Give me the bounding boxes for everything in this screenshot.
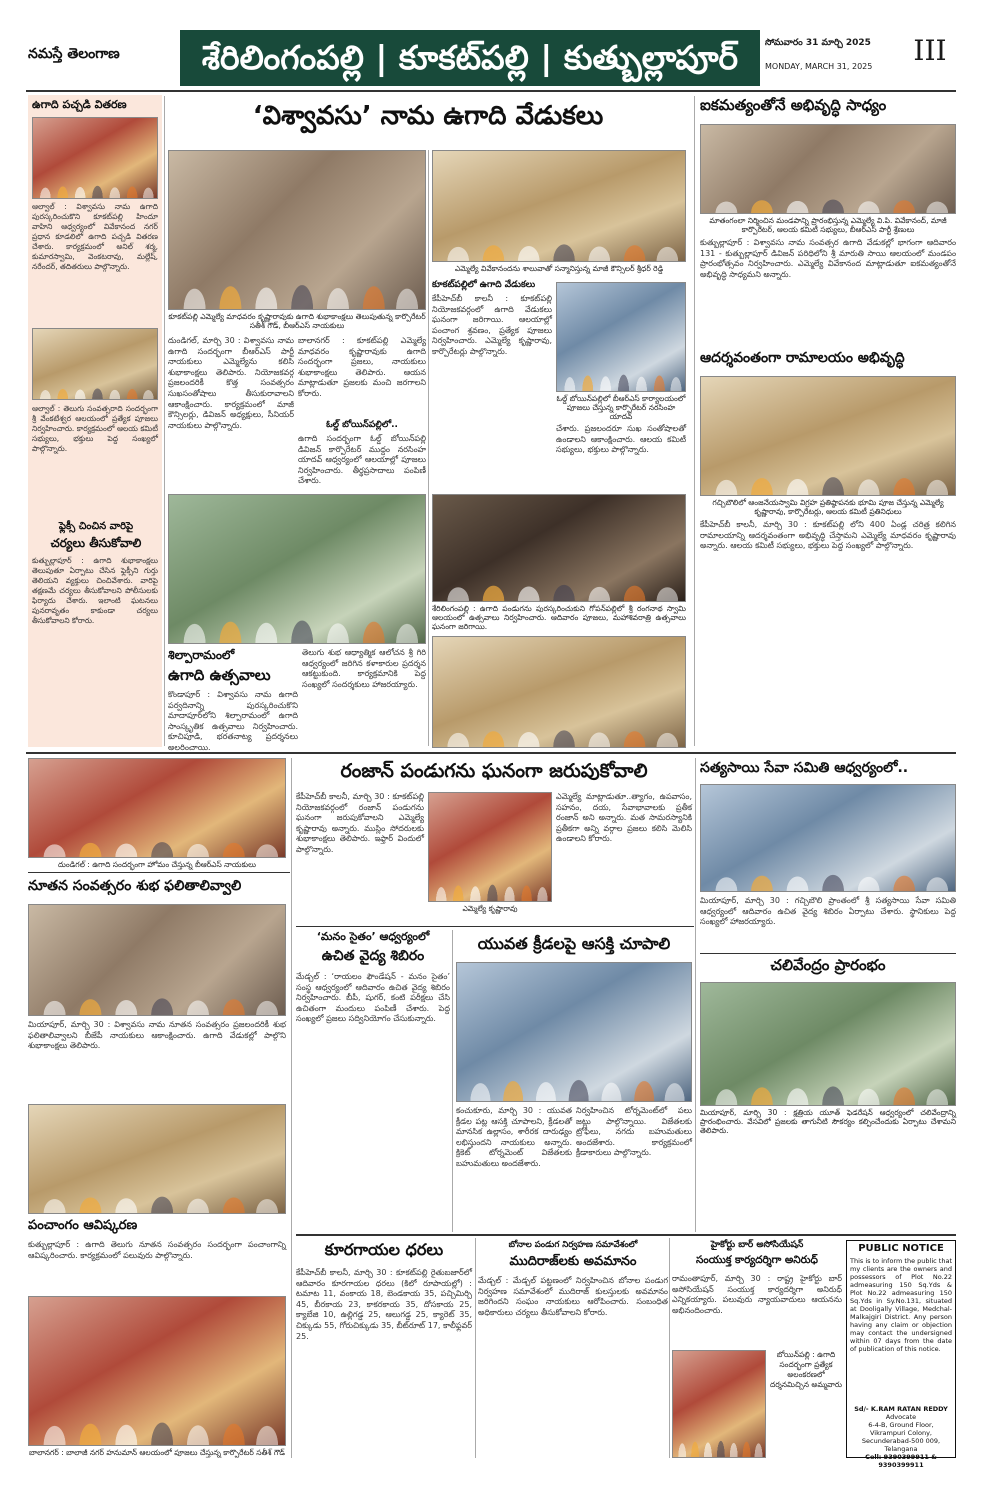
- caption-mla-wishes: కూకట్‌పల్లి ఎమ్మెల్యే మాధవరం కృష్ణారావుకు ఉగాది శుభాకాంక్షలు తెలుపుతున్న కార్పొరేటర్ సతీశ్ గౌడ్, బీఆర్ఎస్ నాయకులు: [168, 312, 426, 330]
- page-masthead-title: శేరిలింగంపల్లి | కూకట్‌పల్లి | కుత్బుల్లాపూర్: [180, 30, 760, 86]
- headline-court-b: సంయుక్త కార్యదర్శిగా అనిరుధ్: [696, 1254, 818, 1266]
- caption-homam: దుండిగల్ : ఉగాది సందర్భంగా హోమం చేస్తున్న బీఆర్ఎస్ నాయకులు: [57, 860, 257, 869]
- story-body-1: దుండిగల్, మార్చి 30 : విశ్వావసు నామ ఉగాది సందర్భంగా బీఆర్ఎస్ పార్టీ నాయకులు ఎమ్మెల్యేను కలిసి శుభాకాంక్షలు తెలిపారు. నియోజకవర్గ ప్రజలందరికీ కొత్త సంవత్సరం సుఖసంతోషాలు తీసుకురావాలని ఆకాంక్షించారు. కార్యక్రమంలో మాజీ కౌన్సిలర్లు, డివిజన్ అధ్యక్షులు, సీనియర్ నాయకులు పాల్గొన్నారు.: [168, 336, 294, 430]
- col-rule-1: [164, 96, 165, 746]
- photo-balanagar: [28, 1296, 286, 1446]
- col-rule-7: [475, 1238, 476, 1458]
- caption-mla: ఎమ్మెల్యే కృష్ణారావు: [462, 904, 518, 913]
- headline-sports: యువత క్రీడలపై ఆసక్తి చూపాలి: [477, 934, 671, 953]
- sidebar-head-pachadi: ఉగాది పచ్చడి వితరణ: [32, 98, 127, 111]
- headline-vegetables: కూరగాయల ధరలు: [324, 1240, 444, 1259]
- rule-left-mid: [28, 872, 290, 873]
- photo-brs-office-pooja: [556, 282, 686, 392]
- caption-brs-office: ఓల్డ్ బోయిన్‌పల్లిలో బీఆర్ఎస్ కార్యాలయంలో పూజలు చేస్తున్న కార్పొరేటర్ నరసింహ యాదవ్: [556, 394, 686, 421]
- story-body-court: రామంతాపూర్, మార్చి 30 : రాష్ట్ర హైకోర్టు బార్ అసోసియేషన్ సంయుక్త కార్యదర్శిగా అనిరుధ్ ఎన్నికయ్యారు. పలువురు న్యాయవాదులు ఆయనను అభినందించారు.: [672, 1274, 842, 1315]
- sidebar-text-pachadi: ఆల్వాల్‌ : విశ్వావసు నామ ఉగాది పురస్కరించుకొని కూకట్‌పల్లి హిందూ వాహిని ఆధ్వర్యంలో వివేకానంద నగర్ ప్రధాన కూడలిలో ఉగాది పచ్చడి వితరణ చేశారు. కార్యక్రమంలో అనిల్ శర్మ, కుమారస్వామి, వెంకటరావు, మల్లేష్, నరేందర్, తదితరులు పాల్గొన్నారు.: [32, 202, 158, 271]
- sidebar-head-flexi-b: చర్యలు తీసుకోవాలి: [50, 536, 142, 550]
- photo-group-temple: [432, 636, 686, 748]
- story-body-2: బాలానగర్ : కూకట్‌పల్లి ఎమ్మెల్యే మాధవరం కృష్ణారావుకు ఉగాది సందర్భంగా ప్రజలు, నాయకులు శుభాకాంక్షలు తెలిపారు. ఆయన మాట్లాడుతూ ప్రజలకు మంచి జరగాలని కోరారు.: [298, 336, 426, 398]
- headline-new-year: నూతన సంవత్సరం శుభ ఫలితాలివ్వాలి: [28, 878, 242, 894]
- photo-chalivendram: [700, 982, 956, 1106]
- caption-ammavaru: బోయిన్‌పల్లి : ఉగాది సందర్భంగా ప్రత్యేక అలంకరణలో దర్శనమిచ్చిన అమ్మవారు: [770, 1350, 842, 1389]
- headline-ugadi: ‘విశ్వావసు’ నామ ఉగాది వేడుకలు: [252, 101, 604, 131]
- notice-body: This is to inform the public that my clients are the owners and possessors of Plot No.22 admeasuring 150 Sq.Yds & Plot No.22 admeasuring 150 Sq.Yds in Sy.No.131, situated at Dooligally Village, Medchal-Malkajgiri District. Any person having any claim or objection may contact the undersigned within 07 days from the date of publication of this notice.: [850, 1257, 952, 1353]
- story-body-vegetables: కేపీహెచ్‌బీ కాలనీ, మార్చి 30 : కూకట్‌పల్లి రైతుబజార్‌లో ఆదివారం కూరగాయల ధరలు (కిలో రూపాయల్లో) : టమాట 11, వంకాయ 18, బెండకాయ 35, పచ్చిమిర్చి 45, బీరకాయ 23, కాకరకాయ 35, దోసకాయ 25, క్యాబేజి 10, ఉల్లిగడ్డ 25, ఆలుగడ్డ 25, క్యారెట్ 35, చిక్కుడు 55, గోరుచిక్కుడు 35, బీట్‌రూట్ 17, కాలీఫ్లవర్ 25.: [296, 1268, 472, 1341]
- rule-center-mid: [296, 926, 694, 927]
- story-body-dance: కొండాపూర్ : విశ్వావసు నామ ఉగాది పర్వదినాన్ని పురస్కరించుకొని మాదాపూర్‌లోని శిల్పారామంలో ఉగాది సాంస్కృతిక ఉత్సవాలు నిర్వహించారు. కూచిపూడి, భరతనాట్య ప్రదర్శనలు అలరించాయి.: [168, 690, 298, 752]
- photo-temple-crowd: [32, 328, 158, 400]
- date-telugu: సోమవారం 31 మార్చి 2025: [765, 38, 871, 48]
- sub-old-bowenpally: ఓల్డ్ బోయిన్‌పల్లిలో..: [326, 420, 398, 430]
- notice-signature: Sd/- K.RAM RATAN REDDY: [854, 1405, 948, 1413]
- col-rule-2: [428, 150, 429, 746]
- story-body-bonala: మేడ్చల్ : మేడ్చల్ పట్టణంలో నిర్వహించిన బోనాల పండుగ నిర్వహణ సమావేశంలో ముదిరాజ్ కులస్తులకు అవమానం జరిగిందని సంఘం నాయకులు ఆరోపించారు. సంబంధిత అధికారులు చర్యలు తీసుకోవాలని కోరారు.: [478, 1276, 668, 1317]
- caption-bhoomi-pooja: గచ్చిబౌలిలో ఆంజనేయస్వామి విగ్రహ ప్రతిష్ఠాపనకు భూమి పూజ చేస్తున్న ఎమ్మెల్యే కృష్ణారావు, కార్పొరేటర్లు, ఆలయ కమిటీ ప్రతినిధులు: [712, 498, 944, 516]
- caption-mandapam: మాతంగంలా నిర్మించిన మండపాన్ని ప్రారంభిస్తున్న ఎమ్మెల్యే వి.పి. వివేకానంద్, మాజీ కార్పొరేటర్, ఆలయ కమిటీ సభ్యులు, బీఆర్ఎస్ పార్టీ శ్రేణులు: [709, 216, 947, 234]
- story-body-ramzan-2: ఎమ్మెల్యే మాట్లాడుతూ..త్యాగం, ఉపవాసం, సహనం, దయ, సేవాభావాలకు ప్రతీక రంజాన్ అని అన్నారు. మత సామరస్యానికి ప్రతీకగా అన్ని వర్గాల ప్రజలు కలిసి మెలిసి ఉండాలని కోరారు.: [556, 792, 692, 844]
- story-body-unity: కుత్బుల్లాపూర్ : విశ్వావసు నామ సంవత్సర ఉగాది వేడుకల్లో భాగంగా ఆదివారం 131 - కుత్బుల్లాపూర్ డివిజన్ పరిధిలోని శ్రీ మారుతి సాయి ఆలయంలో మండపం ప్రారంభోత్సవం నిర్వహించారు. ఎమ్మెల్యే వివేకానంద మాట్లాడుతూ ఐకమత్యంతోనే అభివృద్ధి సాధ్యమని అన్నారు.: [700, 238, 956, 279]
- col-rule-8: [669, 1238, 670, 1458]
- headline-unity: ఐకమత్యంతోనే అభివృద్ధి సాధ్యం: [700, 96, 887, 114]
- head-shilparamam-b: ఉగాది ఉత్సవాలు: [168, 666, 271, 684]
- section-rule: [26, 752, 956, 754]
- notice-address: 6-4-B, Ground Floor, Vikrampuri Colony, Secunderabad-500 009, Telangana: [861, 1421, 941, 1453]
- photo-mla-wishes: [168, 150, 426, 310]
- story-body-ramalayam: కేపీహెచ్‌బీ కాలనీ, మార్చి 30 : కూకట్‌పల్లి లోని 400 ఏండ్ల చరిత్ర కలిగిన రామాలయాన్ని ఆదర్శవంతంగా అభివృద్ధి చేస్తామని ఎమ్మెల్యే మాధవరం కృష్ణారావు అన్నారు. ఆలయ కమిటీ సభ్యులు, భక్తులు పెద్ద సంఖ్యలో పాల్గొన్నారు.: [700, 520, 956, 551]
- caption-gopanpally: శేరిలింగంపల్లి : ఉగాది పండుగను పురస్కరించుకుని గోపన్‌పల్లిలో శ్రీ రంగనాథ స్వామి ఆలయంలో ఉత్సవాలు నిర్వహించారు. ఆదివారం పూజలు, మహాశివరాత్రి ఉత్సవాలు ఘనంగా జరిగాయి.: [432, 604, 686, 631]
- story-body-sports: కంచుకూరు, మార్చి 30 : యువత క్రీడల పట్ల ఆసక్తి చూపాలని, క్రీడలతో మానసిక ఉల్లాసం, శారీరక దారుఢ్యం లభిస్తుందని నాయకులు అన్నారు. క్రికెట్ టోర్నమెంట్ విజేతలకు బహుమతులు అందజేశారు.: [456, 1106, 572, 1168]
- photo-shilparamam-dance: [168, 494, 426, 644]
- story-body-sports-2: నిర్వహించిన టోర్నమెంట్‌లో పలు జట్లు పాల్గొన్నాయి. విజేతలకు ట్రోఫీలు, నగదు బహుమతులు అందజేశారు. కార్యక్రమంలో క్రీడాకారులు పాల్గొన్నారు.: [576, 1106, 692, 1158]
- headline-medical-b: ఉచిత వైద్య శిబిరం: [321, 948, 425, 964]
- bottom-rule: [296, 1234, 956, 1236]
- sidebar-head-flexi-a: ఫ్లెక్సీ చించిన వారిపై: [58, 521, 134, 532]
- photo-sports: [456, 962, 692, 1102]
- brand-logo: నమస్తే తెలంగాణ: [28, 46, 120, 62]
- rule-right-mid: [700, 953, 956, 954]
- photo-temple-homam: [432, 494, 686, 602]
- page-number: III: [913, 34, 947, 67]
- headline-panchangam: పంచాంగం ఆవిష్కరణ: [28, 1218, 138, 1233]
- caption-balanagar: బాలానగర్ : బాలాజీ నగర్ హనుమాన్ ఆలయంలో పూజలు చేస్తున్న కార్పొరేటర్ సతీశ్ గౌడ్: [29, 1448, 285, 1457]
- col-rule-3: [694, 96, 695, 746]
- caption-chalivendram: మియాపూర్, మార్చి 30 : క్షత్రియ యూత్ ఫెడరేషన్ ఆధ్వర్యంలో చలివేంద్రాన్ని ప్రారంభించారు. వేసవిలో ప్రజలకు తాగునీటి సౌకర్యం కల్పించేందుకు ఏర్పాటు చేశామని తెలిపారు.: [700, 1108, 956, 1135]
- notice-cell: Cell: 9390399911 & 9390399911: [865, 1453, 937, 1469]
- story-body-panchangam: కుత్బుల్లాపూర్ : ఉగాది తెలుగు నూతన సంవత్సరం సందర్భంగా పంచాంగాన్ని ఆవిష్కరించారు. కార్యక్రమంలో పలువురు పాల్గొన్నారు.: [28, 1240, 286, 1260]
- photo-vivekananda-felicitation: [432, 150, 686, 262]
- story-body-3: ఉగాది సందర్భంగా ఓల్డ్ బోయిన్‌పల్లి డివిజన్ కార్పొరేటర్ ముద్దం నరసింహ యాదవ్ ఆధ్వర్యంలో ఆలయాల్లో పూజలు నిర్వహించారు. తీర్థప్రసాదాలు పంపిణీ చేశారు.: [298, 434, 426, 486]
- col-rule-6: [452, 930, 453, 1232]
- caption-vivekananda: ఎమ్మెల్యే వివేకానందను శాలువాతో సన్మానిస్తున్న మాజీ కౌన్సిలర్ శ్రీధర్ రెడ్డి: [454, 264, 664, 273]
- notice-title: PUBLIC NOTICE: [858, 1243, 944, 1254]
- col-rule-4: [291, 758, 292, 1458]
- headline-chalivendram: చలివేంద్రం ప్రారంభం: [770, 956, 886, 974]
- photo-satya-sai: [700, 784, 956, 892]
- story-body-dance-2: తెలుగు శుభ ఆధ్యాత్మిక ఆలోచన శ్రీ గిరి ఆధ్వర్యంలో జరిగిన కళాకారుల ప్రదర్శన ఆకట్టుకుంది. కార్యక్రమానికి పెద్ద సంఖ్యలో సందర్శకులు హాజరయ్యారు.: [302, 648, 426, 689]
- photo-homam: [28, 758, 286, 858]
- headline-ramalayam: ఆదర్శవంతంగా రామాలయం అభివృద్ధి: [700, 350, 905, 366]
- story-body-ramzan: కేపీహెచ్‌బీ కాలనీ, మార్చి 30 : కూకట్‌పల్లి నియోజకవర్గంలో రంజాన్ పండుగను ఘనంగా జరుపుకోవాలని ఎమ్మెల్యే కృష్ణారావు అన్నారు. ముస్లిం సోదరులకు శుభాకాంక్షలు తెలిపారు. ఇఫ్తార్ విందులో పాల్గొన్నారు.: [296, 792, 424, 854]
- headline-court-a: హైకోర్టు బార్ అసోసియేషన్: [710, 1240, 804, 1250]
- headline-bonala-b: ముదిరాజ్‌లకు అవమానం: [509, 1254, 637, 1269]
- headline-bonala-a: బోనాల పండుగ నిర్వహణ సమావేశంలో: [508, 1240, 638, 1250]
- date-english: MONDAY, MARCH 31, 2025: [765, 62, 873, 71]
- col-rule-5: [695, 758, 696, 1232]
- sidebar-text-temple: ఆల్వాల్‌ : తెలుగు సంవత్సరాది సందర్భంగా శ్రీ వేంకటేశ్వర ఆలయంలో ప్రత్యేక పూజలు నిర్వహించారు. కార్యక్రమంలో ఆలయ కమిటీ సభ్యులు, భక్తులు పెద్ద సంఖ్యలో పాల్గొన్నారు.: [32, 404, 158, 453]
- sidebar-text-flexi: కుత్బుల్లాపూర్ : ఉగాది శుభాకాంక్షలు తెలుపుతూ ఏర్పాటు చేసిన ఫ్లెక్సీని గుర్తు తెలియని వ్యక్తులు చించివేశారు. వారిపై తక్షణమే చర్యలు తీసుకోవాలని పోలీసులకు ఫిర్యాదు చేశారు. ఇలాంటి ఘటనలు పునరావృతం కాకుండా చర్యలు తీసుకోవాలని కోరారు.: [32, 556, 158, 625]
- story-body-4: కేపీహెచ్‌బీ కాలనీ : కూకట్‌పల్లి నియోజకవర్గంలో ఉగాది వేడుకలు ఘనంగా జరిగాయి. ఆలయాల్లో పంచాంగ శ్రవణం, ప్రత్యేక పూజలు నిర్వహించారు. ఎమ్మెల్యే కృష్ణారావు, కార్పొరేటర్లు పాల్గొన్నారు.: [432, 294, 552, 356]
- photo-mandapam-opening: [700, 124, 956, 214]
- story-body-5: చేశారు. ప్రజలందరూ సుఖ సంతోషాలతో ఉండాలని ఆకాంక్షించారు. ఆలయ కమిటీ సభ్యులు, భక్తులు పాల్గొన్నారు.: [556, 424, 686, 455]
- headline-ramzan: రంజాన్ పండుగను ఘనంగా జరుపుకోవాలి: [340, 760, 648, 782]
- photo-new-year: [28, 904, 286, 1016]
- public-notice-box: [846, 1240, 956, 1469]
- photo-panchangam: [28, 1104, 286, 1214]
- masthead-rule: [26, 90, 956, 92]
- head-shilparamam-a: శిల్పారామంలో: [168, 648, 235, 662]
- photo-mla-ramzan: [428, 792, 552, 902]
- story-body-medical: మేడ్చల్ : ‘రాయలం ఫౌండేషన్ - మనం సైతం’ సంస్థ ఆధ్వర్యంలో ఆదివారం ఉచిత వైద్య శిబిరం నిర్వహించారు. బీపీ, షుగర్, కంటి పరీక్షలు చేసి ఉచితంగా మందులు పంపిణీ చేశారు. పెద్ద సంఖ్యలో ప్రజలు సద్వినియోగం చేసుకున్నారు.: [296, 972, 450, 1024]
- headline-medical-a: ‘మనం సైతం’ ఆధ్వర్యంలో: [316, 930, 430, 943]
- story-body-new-year: మియాపూర్, మార్చి 30 : విశ్వావసు నామ నూతన సంవత్సరం ప్రజలందరికీ శుభ ఫలితాలివ్వాలని బీజేపీ నాయకులు ఆకాంక్షించారు. ఉగాది వేడుకల్లో పాల్గొని శుభాకాంక్షలు తెలిపారు.: [28, 1020, 286, 1051]
- headline-satya-sai: సత్యసాయి సేవా సమితి ఆధ్వర్యంలో..: [700, 760, 909, 776]
- photo-pachadi: [32, 117, 158, 199]
- notice-role: Advocate: [885, 1413, 917, 1421]
- sub-kukatpally: కూకట్‌పల్లిలో ఉగాది వేడుకలు: [432, 280, 536, 290]
- photo-bhoomi-pooja: [700, 376, 956, 496]
- story-body-satya-sai: మియాపూర్, మార్చి 30 : గచ్చిబౌలి ప్రాంతంలో శ్రీ సత్యసాయి సేవా సమితి ఆధ్వర్యంలో ఆదివారం ఉచిత వైద్య శిబిరం ఏర్పాటు చేశారు. స్థానికులు పెద్ద సంఖ్యలో హాజరయ్యారు.: [700, 896, 956, 927]
- photo-ammavaru: [672, 1350, 766, 1458]
